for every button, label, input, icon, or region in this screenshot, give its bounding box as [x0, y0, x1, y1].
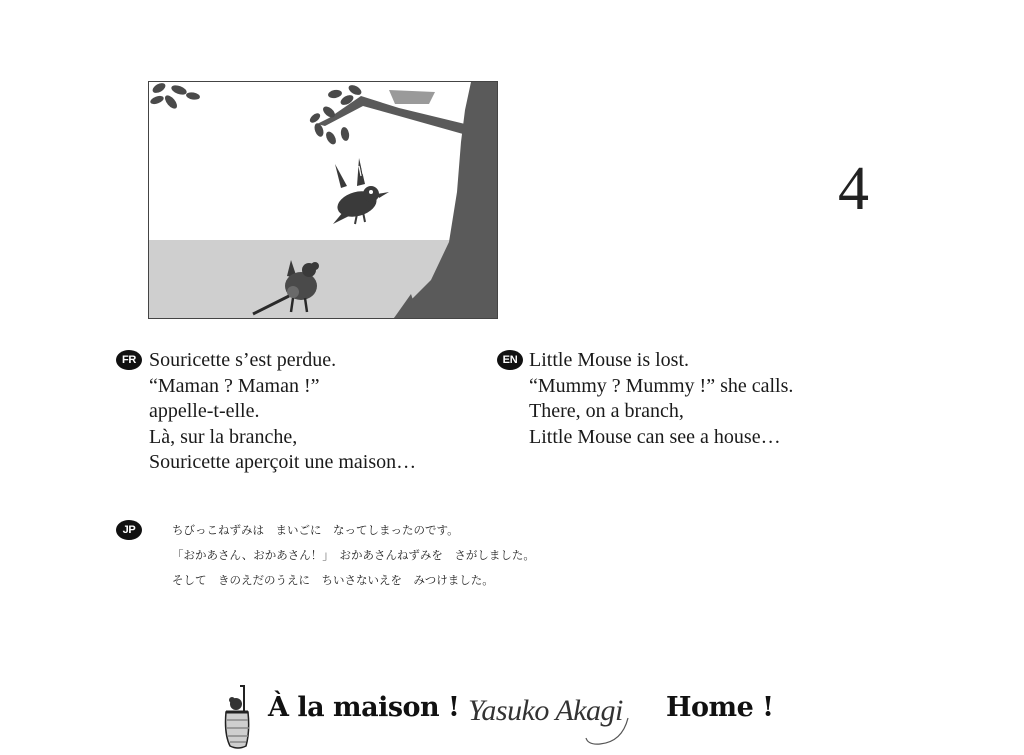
japanese-line: ちびっこねずみは まいごに なってしまったのです。 [172, 523, 459, 537]
jp-language-badge: JP [116, 520, 142, 540]
page-number: 4 [838, 155, 869, 223]
signature-flourish [560, 712, 640, 748]
english-line: Little Mouse is lost. [529, 349, 689, 371]
illustration-scene [149, 82, 497, 318]
english-line: “Mummy ? Mummy !” she calls. [529, 374, 794, 397]
english-line: Little Mouse can see a house… [529, 425, 781, 448]
leaves-left [149, 82, 200, 111]
english-text [529, 348, 793, 450]
french-line: “Maman ? Maman !” [149, 374, 320, 397]
mouse-in-sock-icon [222, 684, 252, 754]
bird [333, 158, 389, 224]
french-line: Souricette s’est perdue. [149, 349, 337, 371]
french-line: appelle-t-elle. [149, 400, 260, 422]
japanese-line: そして きのえだのうえに ちいさないえを みつけました。 [172, 573, 494, 587]
story-illustration [148, 81, 498, 319]
book-title-french: À la maison ! [268, 692, 460, 723]
nest [389, 90, 435, 104]
japanese-text [172, 518, 535, 593]
author-signature: Yasuko Akagi [468, 694, 623, 727]
fr-language-badge: FR [116, 350, 142, 370]
tree-branch [317, 96, 465, 134]
japanese-line: 「おかあさん、おかあさん！」 おかあさんねずみを さがしました。 [172, 548, 535, 562]
french-line: Là, sur la branche, [149, 425, 298, 448]
english-line: There, on a branch, [529, 400, 684, 422]
french-text [149, 348, 416, 476]
french-line: Souricette aperçoit une maison… [149, 451, 417, 473]
en-language-badge: EN [497, 350, 523, 370]
book-title-english: Home ! [666, 692, 774, 723]
